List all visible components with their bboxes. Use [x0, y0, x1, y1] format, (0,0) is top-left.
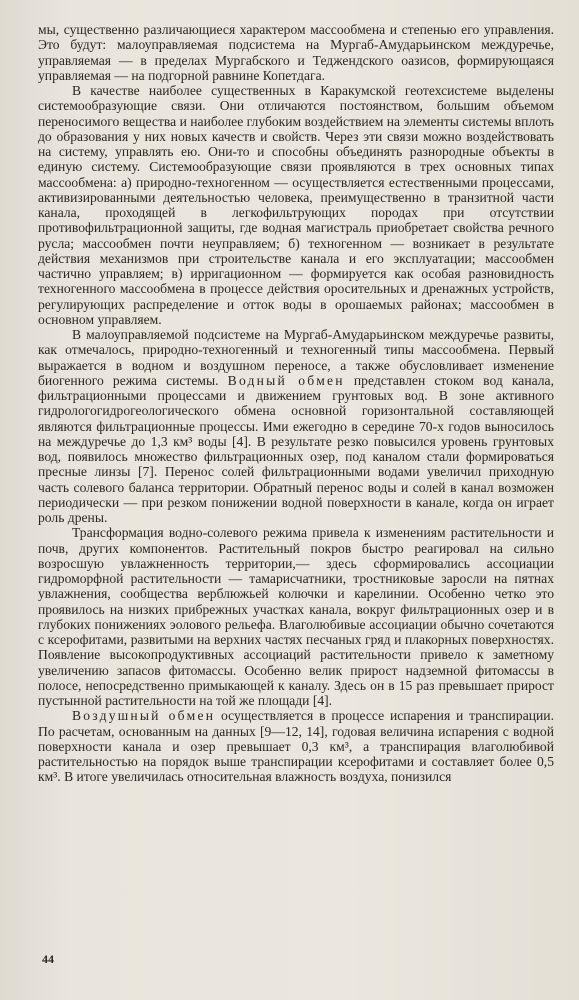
paragraph-text: Трансформация водно-солевого режима привела к изменениям растительности и почв, других компонентов. Растительный покров быстро реагировал на сильно возросшую увлажненность территории,— здесь сформировались ассоциации гидроморфной растительности — тамарисчатники, тростниковые заросли на пятнах увлажнения, сообщества верблюжьей колючки и карелинии. Особенно четко это проявилось на низких прибрежных участках канала, вокруг фильтрационных озер и в глубоких понижениях эолового рельефа. Влаголюбивые ассоциации обычно сочетаются с ксерофитами, развитыми на верхних частях песчаных гряд и плакорных поверхностях. Появление высокопродуктивных ассоциаций растительности привело к заметному увеличению запасов фитомассы. Особенно велик прирост надземной фитомассы в полосе, непосредственно примыкающей к каналу. Здесь он в 15 раз превышает прирост пустынной растительности на той же площади [4]. [38, 525, 554, 708]
paragraph-text: представлен стоком вод канала, фильтрационными процессами и движением грунтовых вод. В зоне активного гидрологогидрогеологического обмена основной горизонтальной составляющей являются фильтрационные процессы. Ими ежегодно в середине 70-х годов выносилось на междуречье до 1,3 км³ воды [4]. В результате резко повысился уровень грунтовых вод, появилось множество фильтрационных озер, под каналом стали формироваться пресные линзы [7]. Перенос солей фильтрационными водами увеличил приходную часть солевого баланса территории. Обратный перенос воды и солей в канал возможен периодически — при резком понижении водной поверхности в канале, когда он играет роль дрены. [38, 372, 554, 525]
paragraph-text: В малоуправляемой подсистеме на Мургаб-Амударьинском междуречье развиты, как отмечалось, природно-техногенный и техногенный типы массообмена. Первый выражается в водном и воздушном переносе, а также обусловливает изменение биогенного режима системы. [38, 327, 554, 388]
page-number: 44 [42, 952, 54, 966]
paragraph-text: осуществляется в процессе испарения и транспирации. По расчетам, основанным на данных [9—12, 14], годовая величина испарения с водной поверхности канала и озер превышает 0,3 км³, а транспирация влаголюбивой растительностью на порядок выше транспирации ксерофитами и составляет более 0,5 км³. В итоге увеличилась относительная влажность воздуха, понизился [38, 708, 554, 785]
body-text [38, 22, 554, 785]
paragraph-3 [38, 327, 554, 525]
paragraph-2 [38, 83, 554, 327]
paragraph-5 [38, 708, 554, 784]
paragraph-text: мы, существенно различающиеся характером массообмена и степенью его управления. Это будут: малоуправляемая подсистема на Мургаб-Амударьинском междуречье, управляемая — в пределах Мургабского и Теджендского оазисов, формирующаяся управляемая — на подгорной равнине Копетдага. [38, 22, 554, 83]
paragraph-1 [38, 22, 554, 83]
spaced-term: Воздушный обмен [72, 708, 216, 724]
spaced-term: Водный обмен [227, 372, 345, 388]
paragraph-text: В качестве наиболее существенных в Каракумской геотехсистеме выделены системообразующие связи. Они отличаются постоянством, большим объемом переносимого вещества и наиболее глубоким воздействием на элементы системы вплоть до образования у них новых качеств и свойств. Через эти связи можно воздействовать на систему, управлять ею. Они-то и способны объединять разнородные объекты в единую систему. Системообразующие связи проявляются в трех основных типах массообмена: а) природно-техногенном — осуществляется естественными процессами, активизированными деятельностью человека, преимущественно в транзитной части канала, проходящей в легкофильтрующих породах при отсутствии противофильтрационной защиты, где водная магистраль приобретает свойства речного русла; массообмен почти неуправляем; б) техногенном — возникает в результате действия механизмов при строительстве канала и его эксплуатации; массообмен частично управляем; в) ирригационном — формируется как особая разновидность техногенного массообмена в процессе действия оросительных и дренажных устройств, регулирующих распределение и отток воды в орошаемых районах; массообмен в основном управляем. [38, 83, 554, 327]
paragraph-4 [38, 525, 554, 708]
